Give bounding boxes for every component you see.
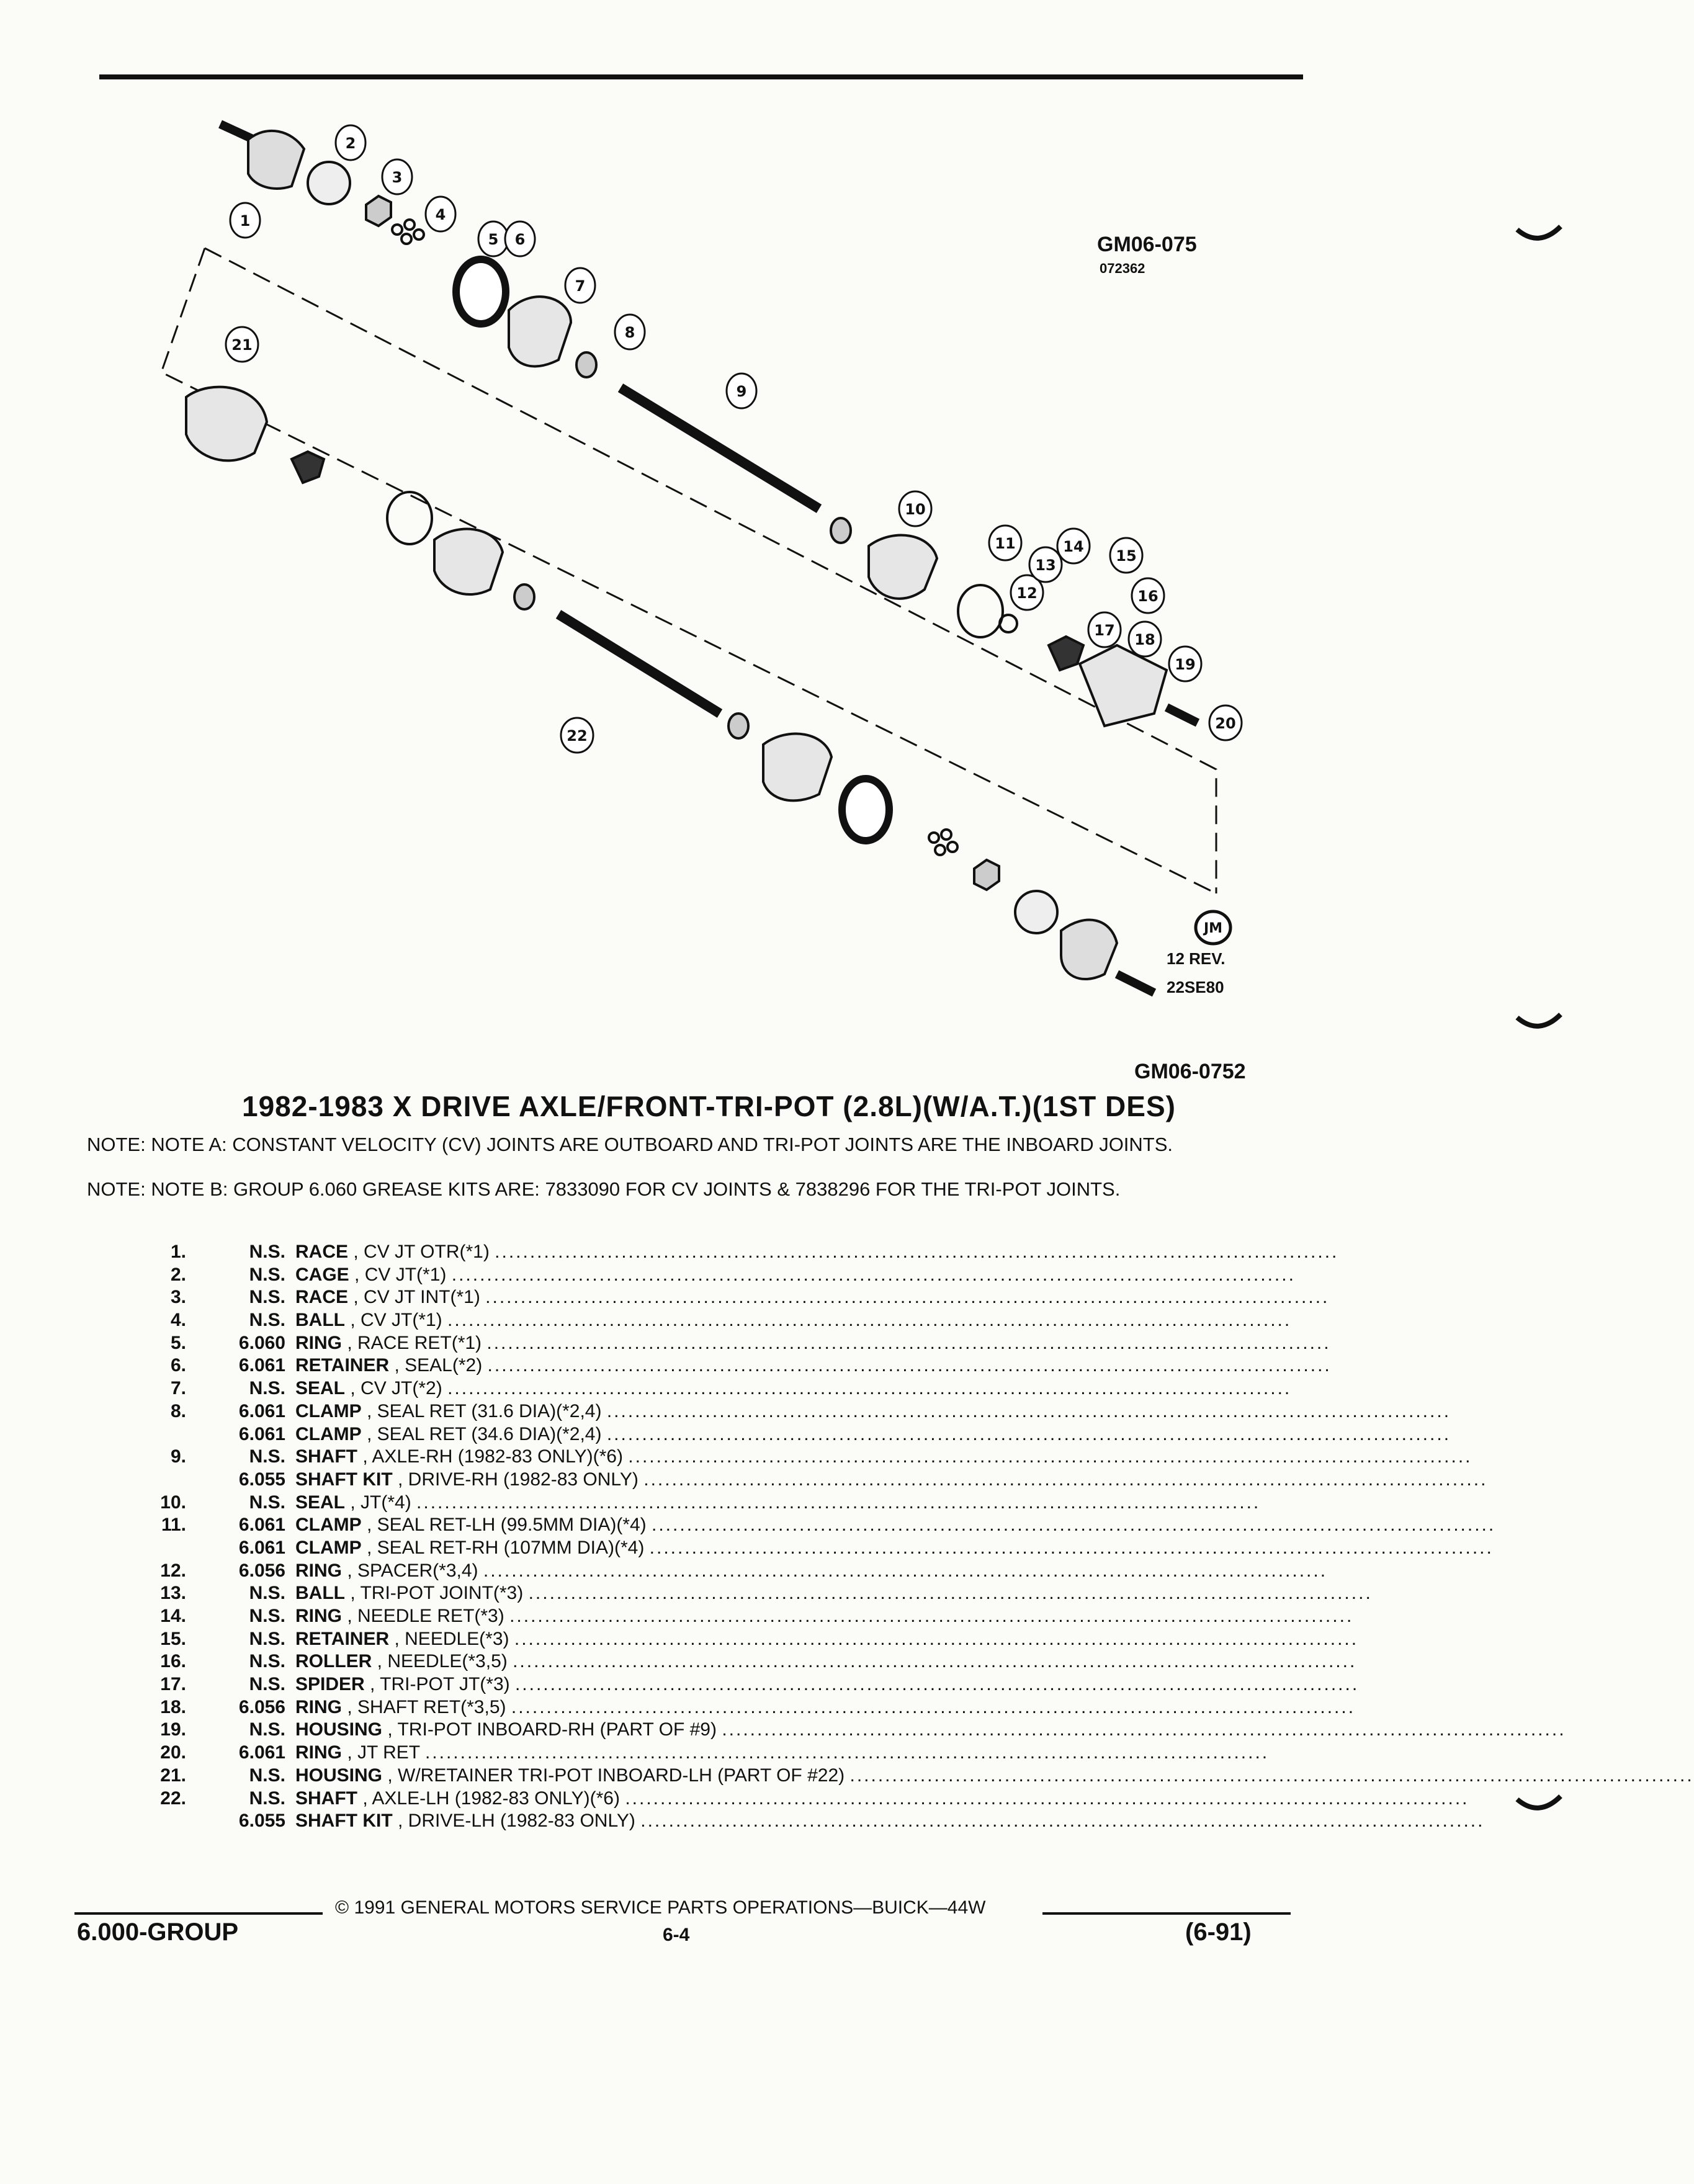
part-name: SHAFT KIT	[295, 1469, 393, 1490]
part-group: 6.061	[238, 1515, 285, 1536]
part-detail: , AXLE-LH (1982-83 ONLY)(*6)	[362, 1788, 620, 1809]
svg-text:13: 13	[1035, 557, 1056, 574]
svg-text:14: 14	[1063, 538, 1084, 555]
leader-dots: ........................................................................................................................	[528, 1583, 1373, 1604]
leader-dots: ........................................................................................................................	[606, 1423, 1451, 1444]
part-number: 6.	[170, 1355, 186, 1376]
part-description	[295, 1537, 1494, 1559]
leader-dots: ........................................................................................................................	[640, 1810, 1485, 1832]
part-detail: , JT RET	[347, 1742, 420, 1763]
leader-dots: ........................................................................................................................	[447, 1378, 1292, 1399]
rh-seal-retainer	[456, 259, 506, 324]
jm-logo-icon	[1196, 911, 1230, 944]
part-name: SHAFT KIT	[295, 1810, 393, 1832]
parts-row	[124, 1492, 1261, 1515]
diagram-code-bottom: GM06-0752	[1134, 1060, 1246, 1083]
part-description	[295, 1810, 1485, 1832]
parts-row	[124, 1673, 1360, 1696]
leader-dots: ........................................................................................................................	[487, 1355, 1332, 1376]
footer-page-number: 6-4	[663, 1925, 690, 1945]
lh-seal-retainer	[842, 779, 889, 841]
part-group: 6.061	[238, 1423, 285, 1444]
leader-dots: ........................................................................................................................	[447, 1310, 1292, 1331]
part-name: RING	[295, 1696, 342, 1717]
leader-dots: ........................................................................................................................	[511, 1696, 1356, 1717]
part-number: 1.	[170, 1242, 186, 1262]
part-name: RETAINER	[295, 1628, 390, 1649]
rh-cv-inner-race	[366, 196, 391, 226]
callout-8	[615, 315, 645, 349]
parts-row	[124, 1719, 1566, 1742]
svg-text:3: 3	[392, 169, 403, 186]
part-number: 17.	[160, 1674, 186, 1695]
leader-dots: ........................................................................................................................	[486, 1332, 1331, 1353]
part-detail: , DRIVE-LH (1982-83 ONLY)	[398, 1810, 635, 1832]
parts-row	[124, 1810, 1485, 1833]
part-group: N.S.	[249, 1606, 285, 1626]
part-description	[295, 1719, 1566, 1741]
part-name: CLAMP	[295, 1423, 362, 1444]
part-name: RACE	[295, 1287, 349, 1308]
part-name: SEAL	[295, 1492, 346, 1513]
parts-row	[124, 1469, 1488, 1492]
part-name: RING	[295, 1560, 342, 1581]
part-number: 7.	[170, 1378, 186, 1399]
rh-axle-shaft	[621, 388, 819, 509]
footer-date: (6-91)	[1185, 1918, 1252, 1946]
leader-dots: ........................................................................................................................	[625, 1788, 1469, 1809]
part-description	[295, 1423, 1451, 1446]
scan-edge-mark	[1514, 223, 1564, 254]
parts-row	[124, 1514, 1496, 1537]
leader-dots: ........................................................................................................................	[416, 1492, 1261, 1513]
part-detail: , JT(*4)	[350, 1492, 411, 1513]
part-number: 16.	[160, 1651, 186, 1672]
part-name: RING	[295, 1742, 342, 1763]
callout-3	[382, 159, 412, 194]
part-detail: , SEAL RET-RH (107MM DIA)(*4)	[367, 1537, 645, 1558]
diagram-revision: 12 REV.	[1167, 949, 1226, 968]
part-description	[295, 1446, 1472, 1468]
rh-cv-balls	[392, 220, 424, 244]
callout-9	[727, 374, 756, 408]
part-number: 9.	[170, 1446, 186, 1467]
part-detail: , DRIVE-RH (1982-83 ONLY)	[398, 1469, 639, 1490]
part-group: N.S.	[249, 1651, 285, 1672]
part-name: SEAL	[295, 1378, 346, 1399]
part-number: 3.	[170, 1287, 186, 1308]
part-name: HOUSING	[295, 1719, 383, 1740]
part-name: SHAFT	[295, 1446, 357, 1467]
part-group: N.S.	[249, 1492, 285, 1513]
part-detail: , SEAL(*2)	[394, 1355, 483, 1376]
part-group: N.S.	[249, 1674, 285, 1695]
part-detail: , SEAL RET-LH (99.5MM DIA)(*4)	[367, 1515, 647, 1536]
part-number: 22.	[160, 1788, 186, 1809]
svg-text:16: 16	[1137, 588, 1158, 605]
part-description	[295, 1469, 1488, 1491]
leader-dots: ........................................................................................................................	[483, 1560, 1328, 1581]
leader-dots: ........................................................................................................................	[495, 1242, 1339, 1262]
part-number: 14.	[160, 1606, 186, 1626]
lh-cv-outer-race	[1061, 920, 1117, 979]
lh-tripot-housing	[186, 387, 267, 461]
leader-dots: ........................................................................................................................	[722, 1719, 1566, 1740]
rh-clamp	[576, 352, 596, 377]
svg-text:15: 15	[1116, 547, 1137, 565]
part-name: RING	[295, 1332, 342, 1353]
leader-dots: ........................................................................................................................	[451, 1264, 1296, 1285]
svg-text:17: 17	[1094, 622, 1115, 639]
svg-text:18: 18	[1134, 631, 1155, 648]
rh-cv-cage	[308, 162, 350, 204]
part-detail: , TRI-POT JT(*3)	[370, 1674, 510, 1695]
rh-tripot-seal	[869, 535, 937, 599]
part-group: 6.061	[238, 1355, 285, 1376]
parts-row	[124, 1286, 1330, 1309]
callout-6	[505, 222, 535, 256]
leader-dots: ........................................................................................................................	[849, 1765, 1694, 1786]
part-group: N.S.	[249, 1788, 285, 1809]
part-group: N.S.	[249, 1378, 285, 1399]
part-description	[295, 1241, 1339, 1263]
note-a: NOTE: NOTE A: CONSTANT VELOCITY (CV) JOINTS ARE OUTBOARD AND TRI-POT JOINTS ARE THE INBOARD JOINTS.	[87, 1134, 1173, 1155]
part-group: N.S.	[249, 1310, 285, 1331]
parts-row	[124, 1446, 1472, 1469]
leader-dots: ........................................................................................................................	[649, 1537, 1494, 1558]
lh-cv-seal	[763, 734, 831, 801]
parts-row	[124, 1788, 1469, 1810]
part-detail: , SEAL RET (34.6 DIA)(*2,4)	[367, 1423, 602, 1444]
scan-edge-mark	[1514, 1011, 1564, 1042]
part-description	[295, 1628, 1359, 1650]
footer-rule-right	[1042, 1912, 1291, 1915]
part-detail: , CV JT(*1)	[354, 1264, 447, 1285]
part-group: 6.056	[238, 1696, 285, 1717]
callout-14	[1057, 529, 1090, 563]
part-description	[295, 1560, 1328, 1582]
part-detail: , CV JT INT(*1)	[353, 1287, 480, 1308]
part-detail: , SHAFT RET(*3,5)	[347, 1696, 506, 1717]
parts-row	[124, 1605, 1354, 1628]
page-title: 1982-1983 X DRIVE AXLE/FRONT-TRI-POT (2.8L)(W/A.T.)(1ST DES)	[242, 1090, 1176, 1122]
callout-18	[1129, 622, 1161, 656]
parts-row	[124, 1241, 1339, 1264]
leader-dots: ........................................................................................................................	[485, 1287, 1330, 1308]
svg-text:21: 21	[231, 336, 253, 354]
part-description	[295, 1673, 1360, 1696]
svg-text:JM: JM	[1203, 921, 1223, 936]
part-group: 6.061	[238, 1742, 285, 1763]
part-description	[295, 1514, 1496, 1536]
part-detail: , TRI-POT JOINT(*3)	[350, 1583, 524, 1604]
part-group: N.S.	[249, 1765, 285, 1786]
part-description	[295, 1788, 1469, 1810]
part-detail: , RACE RET(*1)	[347, 1332, 482, 1353]
part-description	[295, 1286, 1330, 1309]
lh-axle-shaft	[558, 614, 720, 714]
part-group: N.S.	[249, 1287, 285, 1308]
part-description	[295, 1650, 1357, 1673]
rh-tripot-spider	[1049, 637, 1083, 670]
part-name: RACE	[295, 1242, 349, 1262]
part-description	[295, 1377, 1292, 1400]
part-group: N.S.	[249, 1446, 285, 1467]
parts-row	[124, 1423, 1451, 1446]
callout-21	[226, 327, 258, 362]
parts-list	[124, 1241, 1694, 1833]
part-detail: , CV JT OTR(*1)	[353, 1242, 490, 1262]
leader-dots: ........................................................................................................................	[424, 1742, 1270, 1763]
part-number: 8.	[170, 1400, 186, 1421]
lh-tripot-spider	[292, 452, 324, 483]
part-group: 6.060	[238, 1332, 285, 1353]
callout-19	[1169, 647, 1201, 681]
part-name: RING	[295, 1606, 342, 1626]
part-detail: , SPACER(*3,4)	[347, 1560, 478, 1581]
lh-cv-cage	[1015, 891, 1057, 933]
part-description	[295, 1354, 1332, 1377]
callout-13	[1029, 547, 1062, 582]
parts-row	[124, 1582, 1373, 1605]
parts-row	[124, 1628, 1359, 1651]
rh-cv-outer-race	[248, 131, 304, 189]
part-name: SPIDER	[295, 1674, 365, 1695]
lh-tripot-seal	[434, 529, 503, 594]
part-number: 21.	[160, 1765, 186, 1786]
part-detail: , TRI-POT INBOARD-RH (PART OF #9)	[387, 1719, 717, 1740]
part-number: 12.	[160, 1560, 186, 1581]
part-group: 6.055	[238, 1469, 285, 1490]
part-number: 2.	[170, 1264, 186, 1285]
part-number: 10.	[160, 1492, 186, 1513]
note-b: NOTE: NOTE B: GROUP 6.060 GREASE KITS ARE: 7833090 FOR CV JOINTS & 7838296 FOR THE TRI-POT JOINTS.	[87, 1178, 1121, 1200]
part-number: 19.	[160, 1719, 186, 1740]
parts-row	[124, 1354, 1332, 1377]
rh-cv-seal	[509, 297, 571, 366]
part-description	[295, 1264, 1296, 1286]
parts-row	[124, 1742, 1270, 1765]
part-number: 15.	[160, 1628, 186, 1649]
part-group: N.S.	[249, 1719, 285, 1740]
parts-row	[124, 1765, 1694, 1788]
callout-7	[565, 268, 595, 303]
part-description	[295, 1742, 1270, 1764]
leader-dots: ........................................................................................................................	[628, 1446, 1472, 1467]
svg-text:20: 20	[1215, 715, 1236, 732]
leader-dots: ........................................................................................................................	[652, 1515, 1496, 1536]
parts-row	[124, 1650, 1357, 1673]
part-description	[295, 1765, 1694, 1787]
svg-text:1: 1	[240, 212, 251, 230]
callout-15	[1110, 538, 1142, 573]
part-group: N.S.	[249, 1583, 285, 1604]
footer-copyright: © 1991 GENERAL MOTORS SERVICE PARTS OPERATIONS—BUICK—44W	[335, 1897, 986, 1918]
callout-11	[989, 526, 1021, 560]
part-group: N.S.	[249, 1242, 285, 1262]
diagram-code-top-sub: 072362	[1100, 261, 1145, 276]
footer-group: 6.000-GROUP	[77, 1918, 239, 1946]
part-detail: , AXLE-RH (1982-83 ONLY)(*6)	[362, 1446, 623, 1467]
callout-16	[1132, 578, 1164, 613]
svg-text:12: 12	[1016, 584, 1037, 602]
lh-clamp-ring	[387, 492, 432, 544]
part-detail: , CV JT(*2)	[350, 1378, 442, 1399]
leader-dots: ........................................................................................................................	[513, 1651, 1357, 1672]
rh-tripot-housing	[1080, 645, 1167, 726]
part-name: CLAMP	[295, 1537, 362, 1558]
part-description	[295, 1582, 1373, 1604]
part-name: HOUSING	[295, 1765, 383, 1786]
leader-dots: ........................................................................................................................	[509, 1606, 1354, 1626]
part-detail: , W/RETAINER TRI-POT INBOARD-LH (PART OF #22)	[387, 1765, 845, 1786]
part-name: BALL	[295, 1583, 345, 1604]
svg-text:2: 2	[345, 135, 356, 152]
part-group: 6.055	[238, 1810, 285, 1832]
callout-20	[1209, 705, 1242, 740]
part-number: 18.	[160, 1696, 186, 1717]
parts-row	[124, 1309, 1292, 1332]
callout-5	[478, 222, 508, 256]
part-name: SHAFT	[295, 1788, 357, 1809]
parts-row	[124, 1332, 1331, 1355]
svg-text:8: 8	[624, 324, 635, 341]
lh-cv-balls	[929, 830, 957, 855]
part-detail: , NEEDLE RET(*3)	[347, 1606, 504, 1626]
parts-row	[124, 1377, 1292, 1400]
part-detail: , SEAL RET (31.6 DIA)(*2,4)	[367, 1400, 602, 1421]
callout-bubbles	[226, 125, 1242, 944]
part-name: BALL	[295, 1310, 345, 1331]
part-number: 5.	[170, 1332, 186, 1353]
leader-dots: ........................................................................................................................	[514, 1628, 1359, 1649]
svg-text:7: 7	[575, 277, 586, 295]
svg-text:10: 10	[905, 501, 926, 518]
part-description	[295, 1309, 1292, 1331]
part-description	[295, 1605, 1354, 1627]
callout-1	[230, 203, 260, 238]
scan-edge-mark	[1514, 1793, 1564, 1824]
svg-text:6: 6	[514, 231, 526, 248]
part-name: CAGE	[295, 1264, 349, 1285]
part-group: 6.061	[238, 1537, 285, 1558]
svg-text:4: 4	[435, 206, 446, 223]
parts-row	[124, 1400, 1451, 1423]
part-group: N.S.	[249, 1628, 285, 1649]
part-name: RETAINER	[295, 1355, 390, 1376]
parts-row	[124, 1264, 1296, 1287]
part-name: CLAMP	[295, 1515, 362, 1536]
part-description	[295, 1400, 1451, 1423]
part-group: 6.061	[238, 1400, 285, 1421]
footer-rule-left	[74, 1912, 323, 1915]
parts-row	[124, 1537, 1494, 1560]
exploded-view-diagram	[0, 0, 1569, 1055]
svg-text:19: 19	[1175, 656, 1196, 673]
leader-dots: ........................................................................................................................	[606, 1400, 1451, 1421]
part-name: CLAMP	[295, 1400, 362, 1421]
callout-10	[899, 491, 931, 526]
part-number: 11.	[161, 1515, 186, 1536]
part-detail: , NEEDLE(*3)	[394, 1628, 509, 1649]
parts-row	[124, 1696, 1356, 1719]
parts-row	[124, 1560, 1328, 1583]
svg-text:22: 22	[567, 727, 588, 745]
part-group: 6.056	[238, 1560, 285, 1581]
part-description	[295, 1696, 1356, 1719]
callout-4	[426, 197, 455, 231]
part-number: 13.	[160, 1583, 186, 1604]
callout-2	[336, 125, 365, 160]
part-detail: , NEEDLE(*3,5)	[377, 1651, 508, 1672]
part-number: 20.	[160, 1742, 186, 1763]
part-description	[295, 1332, 1331, 1354]
svg-text:9: 9	[736, 383, 747, 400]
diagram-revision-date: 22SE80	[1167, 978, 1224, 996]
part-description	[295, 1492, 1261, 1514]
part-detail: , CV JT(*1)	[350, 1310, 442, 1331]
lh-cv-inner-race	[974, 860, 999, 890]
leader-dots: ........................................................................................................................	[514, 1674, 1360, 1695]
leader-dots: ........................................................................................................................	[643, 1469, 1488, 1490]
svg-text:5: 5	[488, 231, 499, 248]
callout-22	[561, 718, 593, 753]
callout-17	[1088, 612, 1121, 647]
part-group: N.S.	[249, 1264, 285, 1285]
diagram-code-top: GM06-075	[1097, 233, 1197, 256]
svg-text:11: 11	[995, 535, 1016, 552]
part-name: ROLLER	[295, 1651, 372, 1672]
part-number: 4.	[170, 1310, 186, 1331]
